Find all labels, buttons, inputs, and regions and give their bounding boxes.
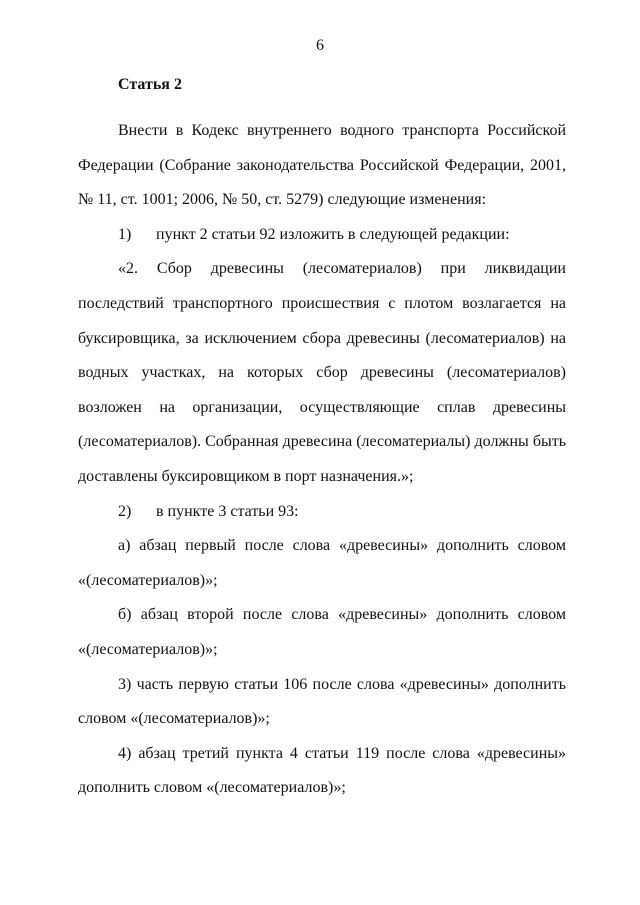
list-item-3-paragraph: 3) часть первую статьи 106 после слова «древесины» дополнить словом «(лесоматериалов)»;	[78, 675, 566, 728]
document-body	[78, 74, 566, 806]
list-item-1-text: пункт 2 статьи 92 изложить в следующей редакции:	[156, 225, 510, 243]
list-item-2-number: 2)	[118, 502, 132, 520]
list-item-4-paragraph: 4) абзац третий пункта 4 статьи 119 после слова «древесины» дополнить словом «(лесоматериалов)»;	[78, 744, 566, 797]
subitem-a-paragraph: а) абзац первый после слова «древесины» дополнить словом «(лесоматериалов)»;	[78, 537, 566, 589]
list-item-1	[78, 218, 566, 253]
article-intro-paragraph: Внести в Кодекс внутреннего водного транспорта Российской Федерации (Собрание законодательства Российской Федерации, 2001, № 11, ст. 1001; 2006, № 50, ст. 5279) следующие изменения:	[78, 122, 566, 209]
list-item-1-number: 1)	[118, 225, 132, 243]
list-item-2-text: в пункте 3 статьи 93:	[156, 502, 299, 520]
list-item-2	[78, 495, 566, 530]
page-number: 6	[316, 37, 324, 54]
quoted-new-wording-paragraph: «2. Сбор древесины (лесоматериалов) при ликвидации последствий транспортного происшествия с плотом возлагается на буксировщика, за исключением сбора древесины (лесоматериалов) на водных участках, на которых сбор древесины (лесоматериалов) возложен на организации, осуществляющие сплав древесины (лесоматериалов). Собранная древесина (лесоматериалы) должны быть доставлены буксировщиком в порт назначения.»;	[78, 260, 566, 485]
article-title: Статья 2	[118, 76, 182, 93]
subitem-b-paragraph: б) абзац второй после слова «древесины» дополнить словом «(лесоматериалов)»;	[78, 606, 566, 658]
